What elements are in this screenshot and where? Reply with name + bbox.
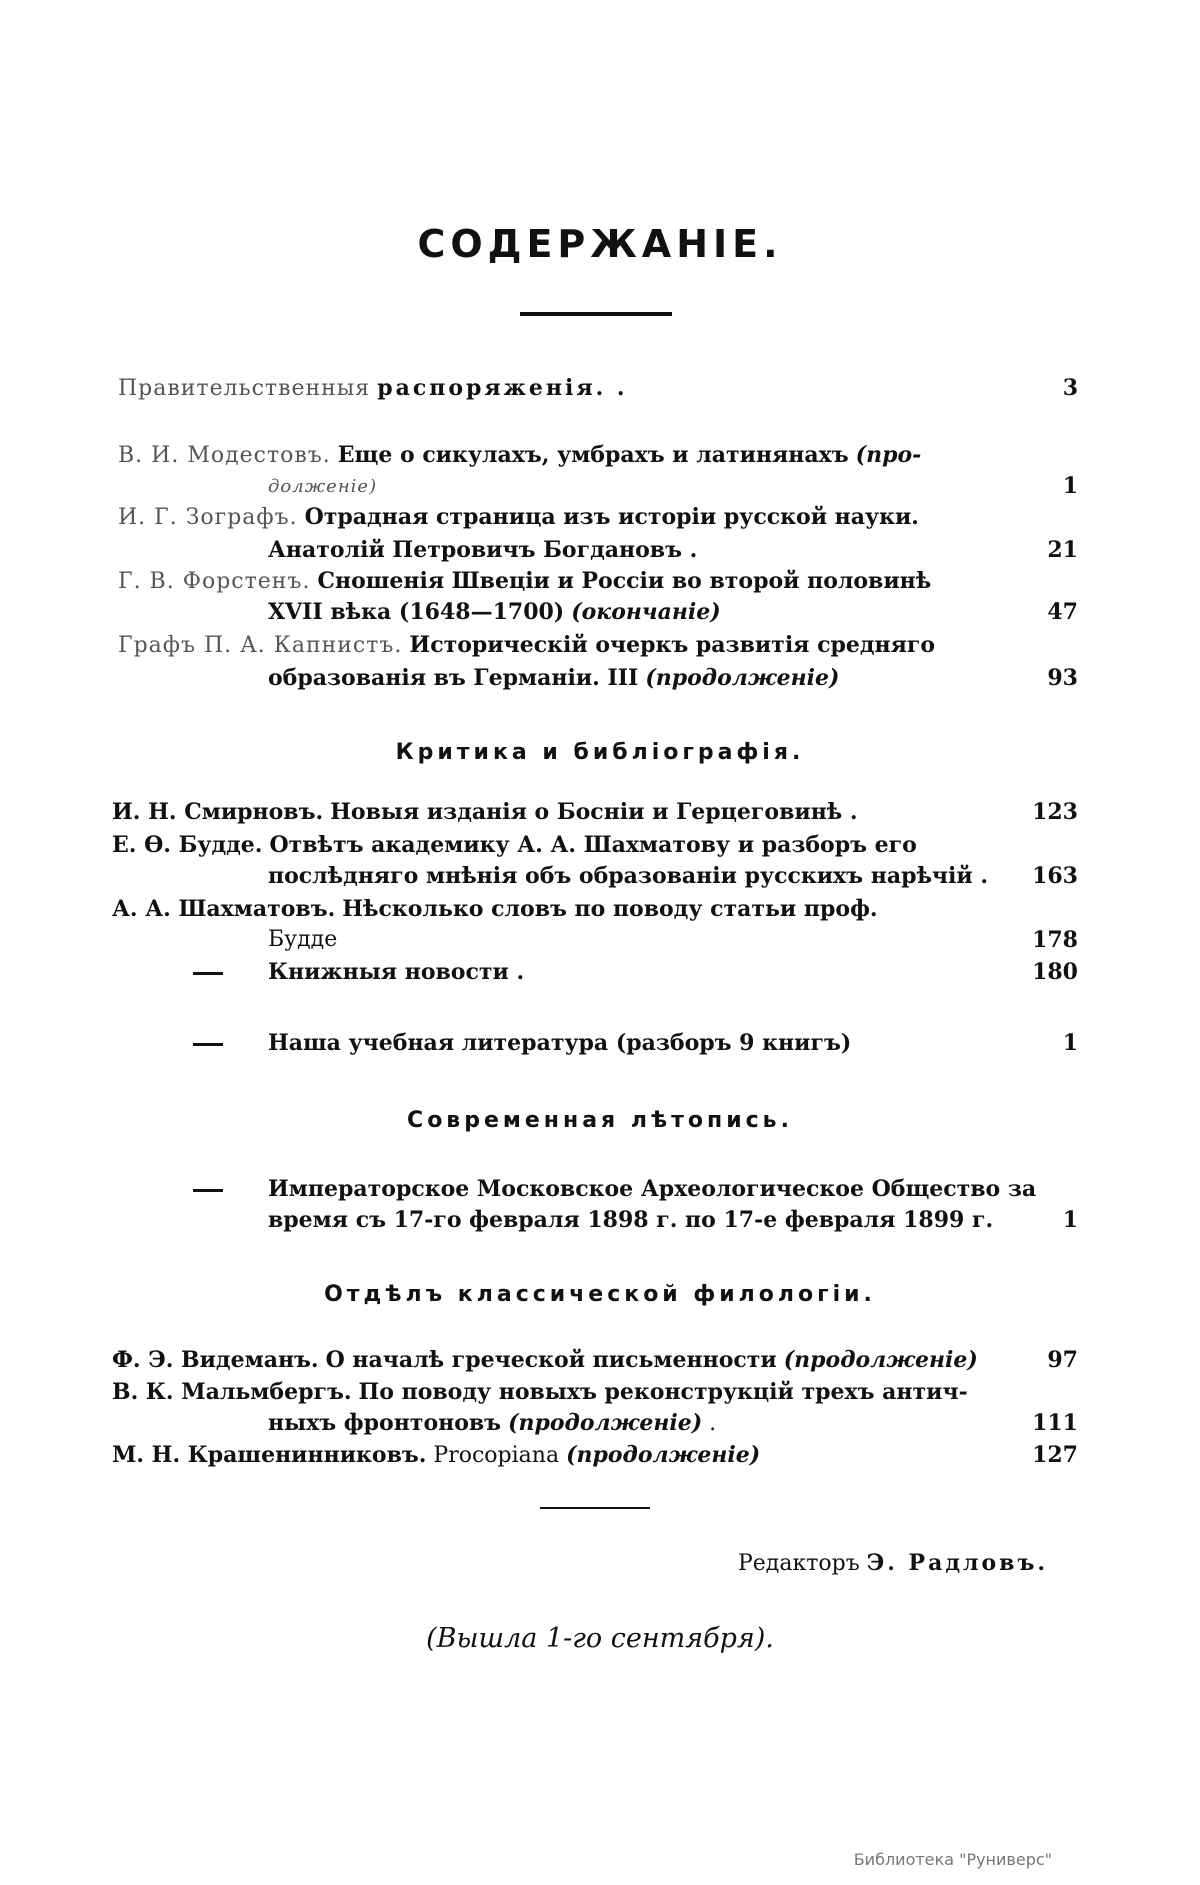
entry-title-cont: ныхъ фронтоновъ <box>268 1410 502 1436</box>
entry-author: А. А. Шахматовъ. <box>112 896 336 922</box>
entry-note: долженіе) <box>268 476 378 497</box>
end-rule <box>540 1507 650 1509</box>
editor-name: Э. Радловъ. <box>866 1550 1048 1576</box>
toc-entry-kapnist-cont <box>268 663 839 694</box>
entry-page: 1 <box>1062 473 1078 499</box>
section-heading-chronicle: Современная лѣтопись. <box>407 1108 793 1133</box>
toc-entry-wiedemann <box>112 1345 978 1376</box>
entry-page: 93 <box>1047 665 1078 691</box>
entry-title: Новыя изданія о Босніи и Герцеговинѣ . <box>330 799 858 825</box>
toc-entry-forsten-cont <box>268 597 721 628</box>
entry-page: 21 <box>1047 537 1078 563</box>
toc-entry-modestov-cont <box>268 471 377 502</box>
entry-title-cont: послѣдняго мнѣнія объ образованіи русскихъ нарѣчій . <box>268 863 989 889</box>
entry-title: Отвѣтъ академику А. А. Шахматову и разборъ его <box>269 832 917 858</box>
entry-title: По поводу новыхъ реконструкцій трехъ антич- <box>358 1379 968 1405</box>
section-heading-classical: Отдѣлъ классической филологіи. <box>324 1282 876 1307</box>
editor-line <box>738 1548 1048 1579</box>
editor-label: Редакторъ <box>737 1551 860 1576</box>
entry-dash <box>193 972 223 975</box>
toc-entry-zograf-cont <box>268 535 697 566</box>
government-line <box>118 373 628 404</box>
toc-entry-book-news <box>268 957 524 988</box>
entry-title: О началѣ греческой письменности <box>325 1347 777 1373</box>
entry-page: 1 <box>1062 1207 1078 1233</box>
entry-page: 97 <box>1047 1347 1078 1373</box>
entry-page: 127 <box>1032 1442 1078 1468</box>
government-page: 3 <box>1062 375 1078 401</box>
entry-title-cont: время съ 17-го февраля 1898 г. по 17-е февраля 1899 г. <box>268 1207 994 1233</box>
toc-entry-modestov <box>118 440 921 471</box>
entry-title-cont: Будде <box>268 927 338 952</box>
toc-entry-shakhmatov-cont <box>268 925 337 955</box>
toc-entry-forsten <box>118 566 931 597</box>
entry-title: Отрадная страница изъ исторіи русской науки. <box>304 504 919 530</box>
entry-title: Книжныя новости . <box>268 959 525 985</box>
entry-dash <box>193 1043 223 1046</box>
section-heading-critique: Критика и библіографія. <box>395 740 805 765</box>
toc-entry-shakhmatov <box>112 894 878 925</box>
entry-author: И. Г. Зографъ. <box>118 505 298 530</box>
toc-entry-textbooks <box>268 1028 851 1059</box>
entry-title: Еще о сикулахъ, умбрахъ и латинянахъ <box>337 442 849 468</box>
entry-title: Нѣсколько словъ по поводу статьи проф. <box>342 896 878 922</box>
entry-title: Историческій очеркъ развитія средняго <box>409 632 936 658</box>
toc-entry-krasheninnikov <box>112 1440 760 1471</box>
title-underline <box>520 312 672 316</box>
entry-tail: . <box>709 1411 717 1436</box>
toc-entry-budde-cont <box>268 861 988 892</box>
entry-title: Императорское Московское Археологическое Общество за <box>268 1176 1037 1202</box>
release-note: (Вышла 1-го сентября). <box>426 1623 774 1654</box>
toc-entry-malmberg <box>112 1377 968 1408</box>
toc-entry-archaeological <box>268 1174 1036 1205</box>
entry-page: 180 <box>1032 959 1078 985</box>
entry-author: М. Н. Крашенинниковъ. <box>112 1442 427 1468</box>
entry-note: (продолженіе) <box>783 1347 978 1373</box>
entry-note: (продолженіе) <box>508 1410 703 1436</box>
entry-page: 123 <box>1032 799 1078 825</box>
toc-entry-malmberg-cont <box>268 1408 716 1439</box>
toc-entry-zograf <box>118 502 919 533</box>
entry-title-cont: образованія въ Германіи. III <box>268 665 639 691</box>
entry-dash <box>193 1189 223 1192</box>
toc-entry-smirnov <box>112 797 858 828</box>
toc-entry-budde <box>112 830 917 861</box>
page-title: СОДЕРЖАНІЕ. <box>417 222 783 266</box>
toc-entry-archaeological-cont <box>268 1205 993 1236</box>
entry-author: Графъ П. А. Капнистъ. <box>118 633 403 658</box>
entry-page: 1 <box>1062 1030 1078 1056</box>
entry-title: Procopiana <box>433 1443 560 1468</box>
entry-note: (продолженіе) <box>645 665 840 691</box>
entry-author: Г. В. Форстенъ. <box>118 569 311 594</box>
library-watermark: Библиотека "Руниверс" <box>853 1850 1052 1869</box>
entry-title-cont: XVII вѣка (1648—1700) <box>268 599 565 625</box>
entry-author: В. К. Мальмбергъ. <box>112 1379 352 1405</box>
entry-page: 111 <box>1032 1410 1078 1436</box>
toc-entry-kapnist <box>118 630 935 661</box>
government-label: Правительственныя <box>118 376 371 401</box>
entry-title: Наша учебная литература (разборъ 9 книгъ) <box>268 1030 852 1056</box>
government-label-bold: распоряженія. . <box>377 375 628 401</box>
entry-page: 178 <box>1032 927 1078 953</box>
entry-title: Сношенія Швеціи и Россіи во второй половинѣ <box>317 568 932 594</box>
entry-note: (про- <box>855 442 922 468</box>
entry-note: (окончаніе) <box>571 599 721 625</box>
entry-author: Ф. Э. Видеманъ. <box>112 1347 319 1373</box>
entry-author: Е. Ѳ. Будде. <box>112 832 263 858</box>
entry-title-cont: Анатолій Петровичъ Богдановъ . <box>268 537 698 563</box>
entry-page: 163 <box>1032 863 1078 889</box>
entry-page: 47 <box>1047 599 1078 625</box>
entry-author: И. Н. Смирновъ. <box>112 799 324 825</box>
entry-author: В. И. Модестовъ. <box>118 443 331 468</box>
entry-note: (продолженіе) <box>566 1442 761 1468</box>
